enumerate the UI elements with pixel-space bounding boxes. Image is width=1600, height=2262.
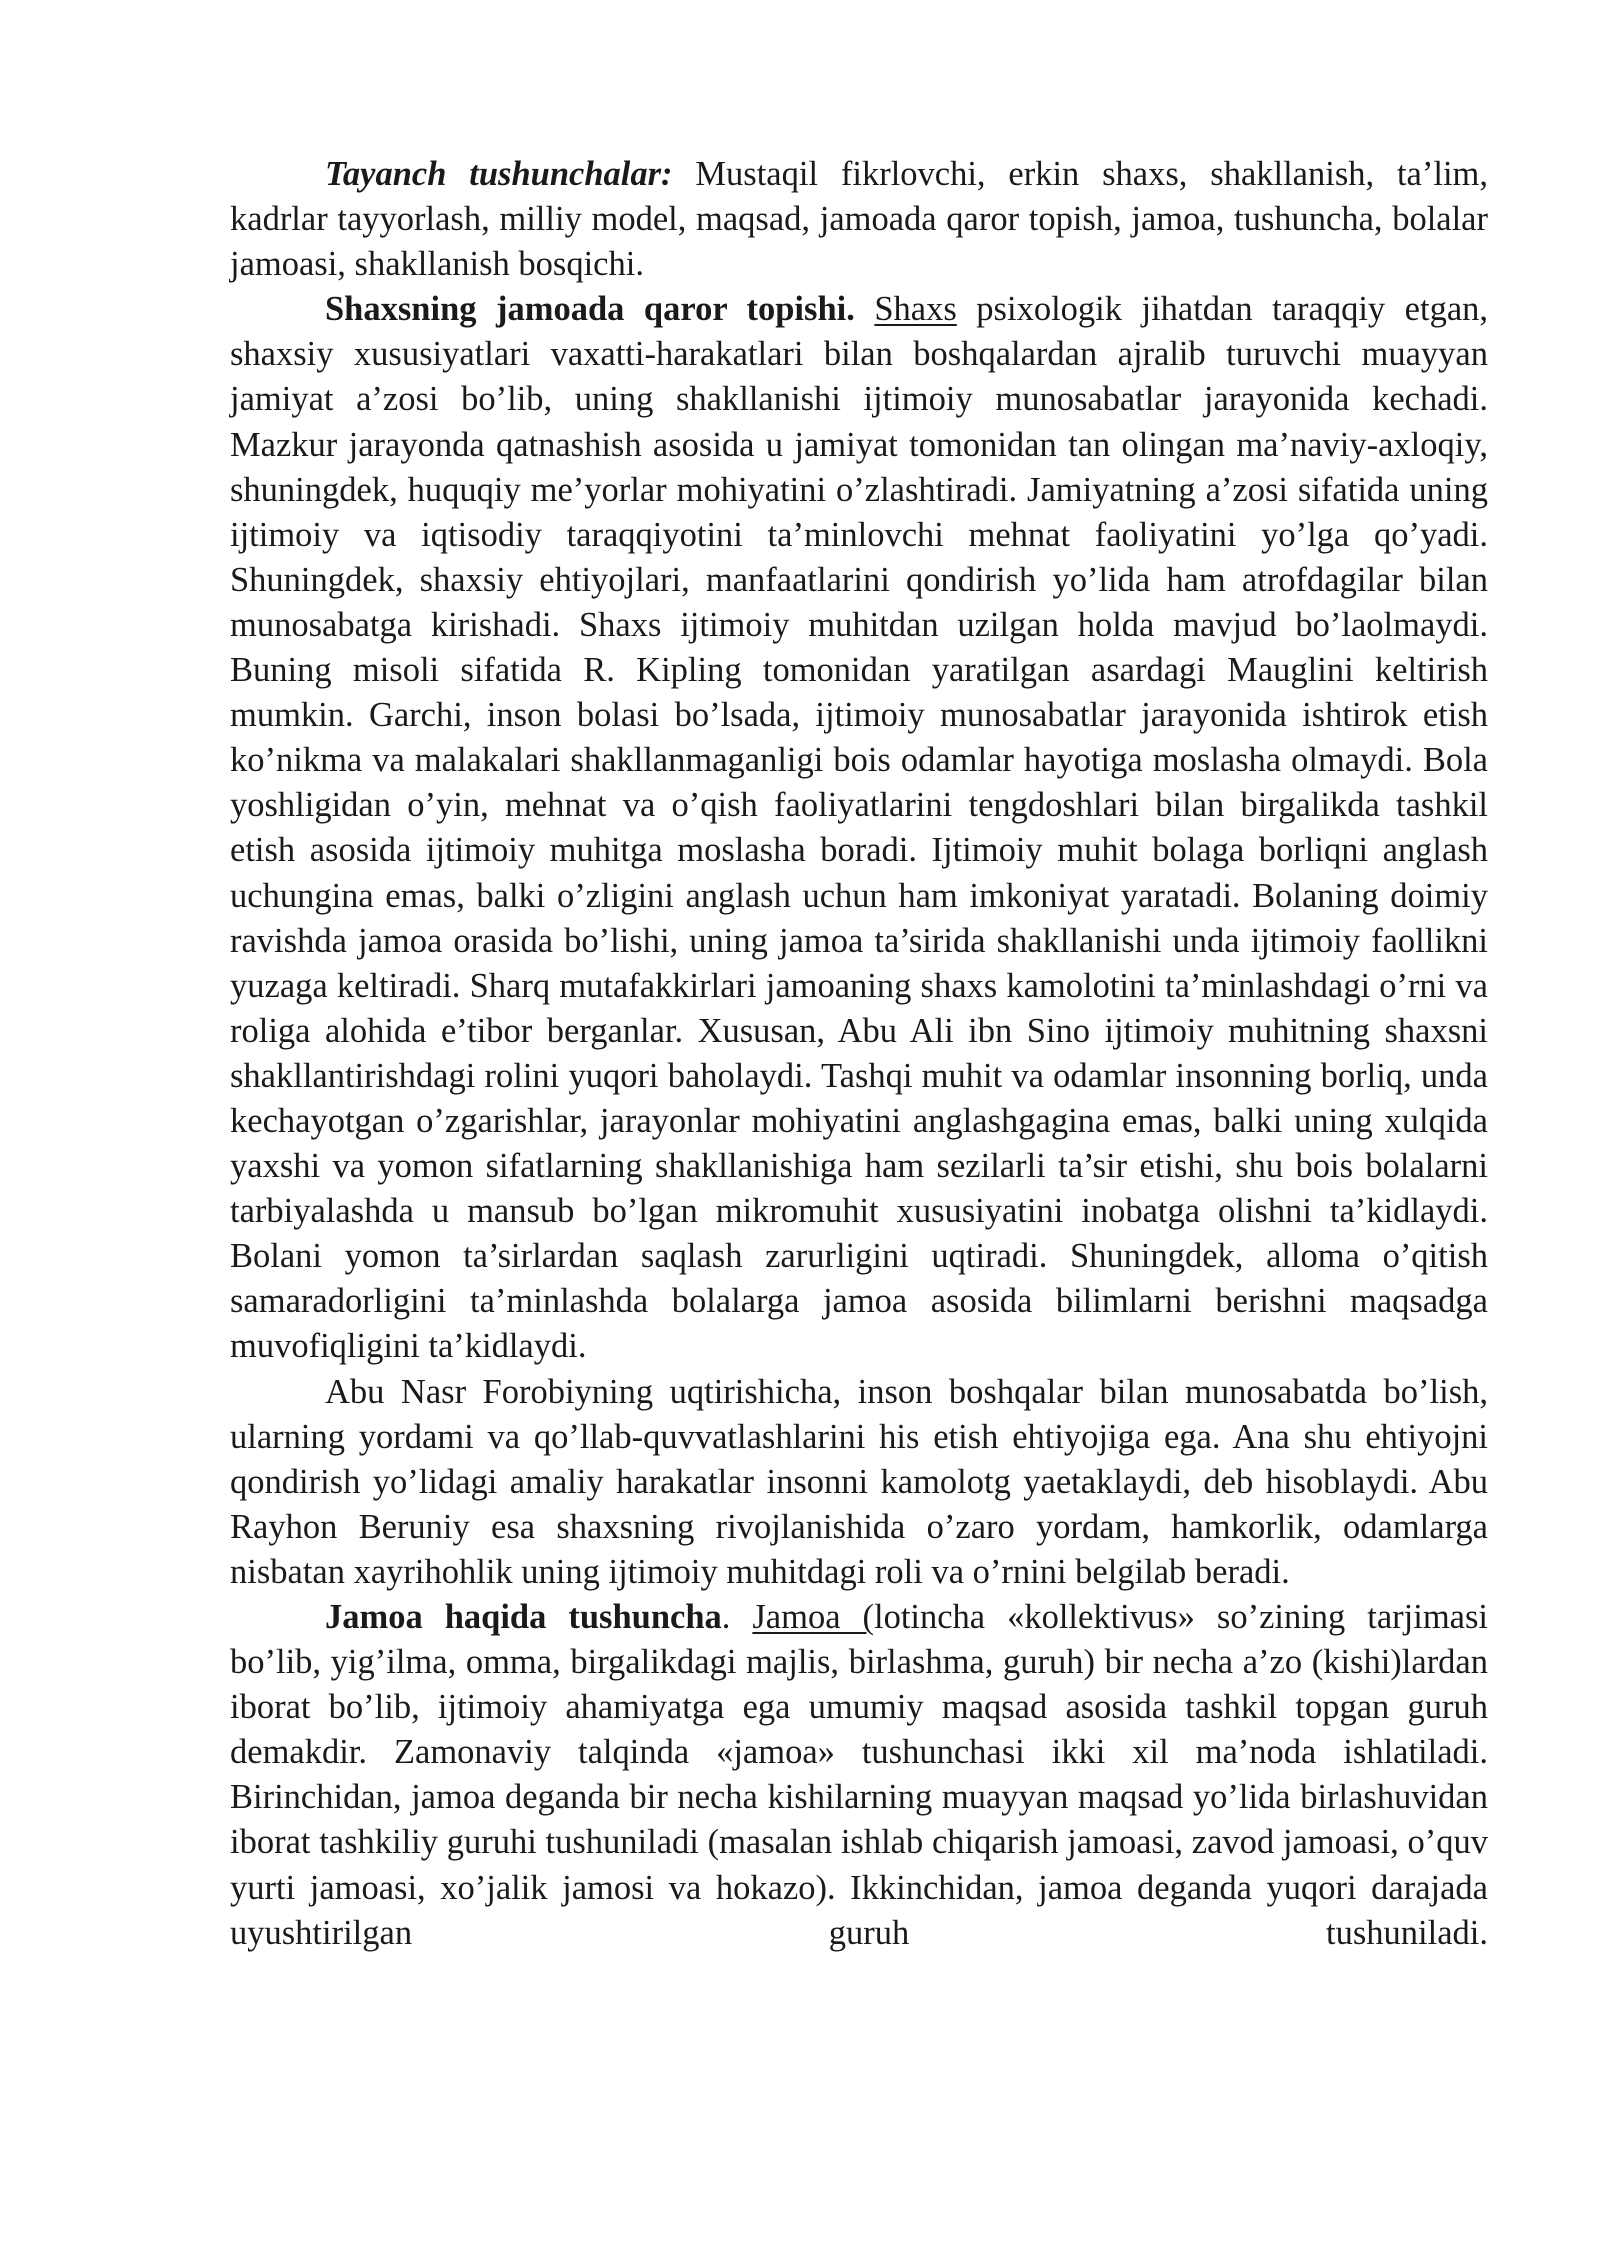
section-personality-body: psixologik jihatdan taraqqiy etgan, shaxsiy xususiyatlari vaxatti-harakatlari bilan boshqalardan ajralib turuvchi muayyan jamiyat a’zosi bo’lib, uning shakllanishi ijtimoiy munosabatlar jarayonida kechadi. Mazkur jarayonda qatnashish asosida u jamiyat tomonidan tan olingan ma’naviy-axloqiy, shuningdek, huquqiy me’yorlar mohiyatini o’zlashtiradi. Jamiyatning a’zosi sifatida uning ijtimoiy va iqtisodiy taraqqiyotini ta’minlovchi mehnat faoliyatini yo’lga qo’yadi. Shuningdek, shaxsiy ehtiyojlari, manfaatlarini qondirish yo’lida ham atrofdagilar bilan munosabatga kirishadi. Shaxs ijtimoiy muhitdan uzilgan holda mavjud bo’laolmaydi. Buning misoli sifatida R. Kipling tomonidan yaratilgan asardagi Mauglini keltirish mumkin. Garchi, inson bolasi bo’lsada, ijtimoiy munosabatlar jarayonida ishtirok etish ko’nikma va malakalari shakllanmaganligi bois odamlar hayotiga moslasha olmaydi. Bola yoshligidan o’yin, mehnat va o’qish faoliyatlarini tengdoshlari bilan birgalikda tashkil etish asosida ijtimoiy muhitga moslasha boradi. Ijtimoiy muhit bolaga borliqni anglash uchungina emas, balki o’zligini anglash uchun ham imkoniyat yaratadi. Bolaning doimiy ravishda jamoa orasida bo’lishi, uning jamoa ta’sirida shakllanishi unda ijtimoiy faollikni yuzaga keltiradi. Sharq mutafakkirlari jamoaning shaxs kamolotini ta’minlashdagi o’rni va roliga alohida e’tibor berganlar. Xususan, Abu Ali ibn Sino ijtimoiy muhitning shaxsni shakllantirishdagi rolini yuqori baholaydi. Tashqi muhit va odamlar insonning borliq, unda kechayotgan o’zgarishlar, jarayonlar mohiyatini anglashgagina emas, balki uning xulqida yaxshi va yomon sifatlarning shakllanishiga ham sezilarli ta’sir etishi, shu bois bolalarni tarbiyalashda u mansub bo’lgan mikromuhit xususiyatini inobatga olishni ta’kidlaydi. Bolani yomon ta’sirlardan saqlash zarurligini uqtiradi. Shuningdek, alloma o’qitish samaradorligini ta’minlashda bolalarga jamoa asosida bilimlarni berishni maqsadga muvofiqligini ta’kidlaydi. bbox=[230, 290, 1489, 1366]
key-concepts-list: Mustaqil fikrlovchi, erkin shaxs, shakllanish, ta’lim, kadrlar tayyorlash, milliy model, maqsad, jamoada qaror topish, jamoa, tushuncha, bolalar jamoasi, shakllanish bosqichi. bbox=[230, 155, 1488, 284]
section-heading-personality: Shaxsning jamoada qaror topishi. bbox=[325, 290, 855, 329]
key-concepts-paragraph bbox=[230, 152, 1488, 287]
term-jamoa: Jamoa ( bbox=[752, 1598, 874, 1636]
farabi-beruni-paragraph bbox=[230, 1370, 1488, 1595]
document-page bbox=[230, 152, 1488, 1956]
section-personality-paragraph bbox=[230, 287, 1488, 1369]
section-collective-body: lotincha «kollektivus» so’zining tarjimasi bo’lib, yig’ilma, omma, birgalikdagi majlis, birlashma, guruh) bir necha a’zo (kishi)lardan iborat bo’lib, ijtimoiy ahamiyatga ega umumiy maqsad asosida tashkil topgan guruh demakdir. Zamonaviy talqinda «jamoa» tushunchasi ikki xil ma’noda ishlatiladi. Birinchidan, jamoa deganda bir necha kishilarning muayyan maqsad yo’lida birlashuvidan iborat tashkiliy guruhi tushuniladi (masalan ishlab chiqarish jamoasi, zavod jamoasi, o’quv yurti jamoasi, xo’jalik jamosi va hokazo). Ikkinchidan, jamoa deganda yuqori darajada uyushtirilgan guruh tushuniladi. bbox=[230, 1598, 1488, 1952]
farabi-beruni-body: Abu Nasr Forobiyning uqtirishicha, inson boshqalar bilan munosabatda bo’lish, ularning yordami va qo’llab-quvvatlashlarini his etish ehtiyojiga ega. Ana shu ehtiyojni qondirish yo’lidagi amaliy harakatlar insonni kamolotg yaetaklaydi, deb hisoblaydi. Abu Rayhon Beruniy esa shaxsning rivojlanishida o’zaro yordam, hamkorlik, odamlarga nisbatan xayrihohlik uning ijtimoiy muhitdagi roli va o’rnini belgilab beradi. bbox=[230, 1372, 1488, 1591]
heading-space bbox=[855, 290, 875, 328]
section-heading-collective: Jamoa haqida tushuncha bbox=[325, 1598, 722, 1636]
key-concepts-label: Tayanch tushunchalar: bbox=[325, 155, 673, 193]
term-shaxs: Shaxs bbox=[874, 290, 957, 329]
heading-period: . bbox=[721, 1598, 753, 1636]
section-collective-paragraph bbox=[230, 1595, 1488, 1956]
